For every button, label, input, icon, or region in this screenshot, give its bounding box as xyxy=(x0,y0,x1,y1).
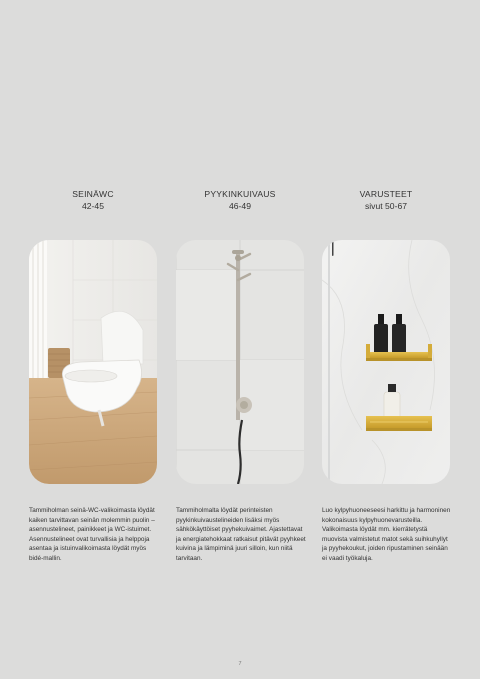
towel-dryer-image xyxy=(176,240,304,484)
section-description: Tammiholmalta löydät perinteisten pyykinkuivaustelineiden lisäksi myös sähkökäyttöiset pyyhekuivaimet. Ajastettavat ja energiatehokkaat ratkaisut pitävät pyyhkeet kuivina ja lämpiminä juuri silloin, kun niitä tarvitaan. xyxy=(176,507,306,562)
page-number: 7 xyxy=(238,661,242,667)
section-pages: sivut 50-67 xyxy=(364,201,408,211)
section-pages: 46-49 xyxy=(229,201,251,211)
section-description: Tammiholman seinä-WC-valikoimasta löydät kaiken tarvittavan seinän molemmin puolin – asennustelineet, painikkeet ja WC-istuimet. Asennustelineet ovat turvallisia ja helppoja asentaa ja istuinvalikoimasta löydät myös bidé-mallin. xyxy=(29,507,155,562)
section-heading: SEINÄWC xyxy=(72,189,114,199)
section-heading: VARUSTEET xyxy=(359,189,413,199)
section-heading: PYYKINKUIVAUS xyxy=(204,189,276,199)
section-varusteet xyxy=(322,188,451,562)
wall-wc-image xyxy=(29,240,157,484)
bathroom-accessories-image xyxy=(322,240,450,484)
towel-dryer-photo xyxy=(176,240,304,484)
wall-wc-photo xyxy=(29,240,157,484)
section-description: Luo kylpyhuoneeseesi harkittu ja harmoninen kokonaisuus kylpyhuonevarusteilla. Valikoimasta löydät mm. kierrätetystä muovista valmistetut matot sekä suihkuhyllyt ja pyyhekoukut, joiden ripustaminen seinään ei vaadi työkaluja. xyxy=(322,507,451,562)
section-seinawc xyxy=(29,188,157,562)
bathroom-accessories-photo xyxy=(322,240,450,484)
section-pyykinkuivaus xyxy=(176,188,306,562)
section-pages: 42-45 xyxy=(82,201,104,211)
